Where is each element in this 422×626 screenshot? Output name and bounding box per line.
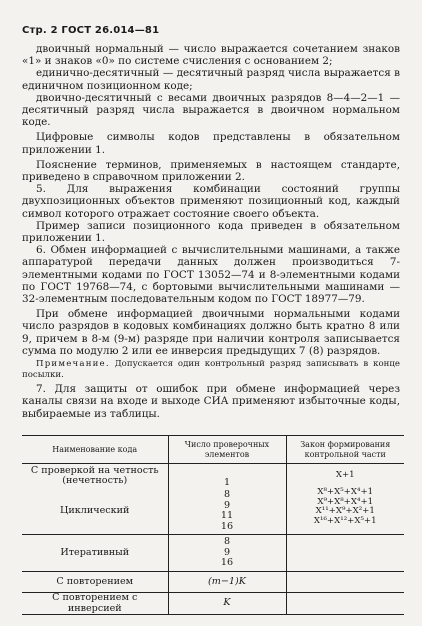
iterative-count: 16	[220, 557, 234, 569]
row-iterative-name: Итеративный	[22, 535, 168, 572]
row-iterative-counts	[168, 535, 286, 572]
row-parity-count: 1	[168, 464, 286, 489]
paragraph: 6. Обмен информацией с вычислительными машинами, а также аппаратурой передачи данных должен производиться 7-элементными кодами по ГОСТ 13052—74 и 8-элементными кодами по ГОСТ 19768—74, с бортовыми вычислительными машинами — 32-элементным последовательным кодом по ГОСТ 18977—79.	[22, 244, 400, 306]
cyclic-law: X⁹+X⁸+X⁴+1	[317, 496, 374, 507]
paragraph: двоично-десятичный с весами двоичных разрядов 8—4—2—1 — десятичный разряд числа выражается в двоичном нормальном коде.	[22, 91, 400, 129]
iterative-count: 8	[223, 536, 231, 548]
note-text: Допускается один контрольный разряд записывать в конце посылки.	[22, 359, 401, 380]
empty-cell	[286, 572, 404, 593]
empty-cell	[286, 593, 404, 615]
column-header-law: Закон формирования контрольной части	[286, 436, 404, 464]
note-label: Примечание.	[36, 359, 110, 370]
row-repeat-name: С повторением	[22, 572, 168, 593]
cyclic-law: X¹⁶+X¹²+X⁵+1	[313, 515, 377, 526]
row-repeat-inv-name: С повторением с инверсией	[22, 593, 168, 615]
paragraph: 5. Для выражения комбинации состояний группы двухпозиционных объектов применяют позиционный код, каждый символ которого отражает состояние своего объекта.	[22, 183, 400, 220]
note	[22, 359, 400, 380]
row-parity-name: С проверкой на четность (нечетность)	[30, 464, 159, 486]
paragraph-7: 7. Для защиты от ошибок при обмене информацией через каналы связи на входе и выходе СИА применяют избыточные коды, выбираемые из таблицы.	[22, 383, 400, 420]
page-header: Стр. 2 ГОСТ 26.014—81	[22, 25, 160, 36]
paragraph: При обмене информацией двоичными нормальными кодами число разрядов в кодовых комбинациях должно быть кратно 8 или 9, причем в 8-м (9-м) разряде при наличии контроля записывается сумма по модулю 2 или ее инверсия предыдущих 7 (8) разрядов.	[22, 308, 400, 357]
codes-table	[22, 435, 404, 615]
iterative-count: 9	[223, 546, 231, 558]
empty-cell	[286, 535, 404, 572]
row-cyclic-name: Циклический	[22, 488, 168, 535]
cyclic-count: 9	[223, 499, 231, 511]
paragraph: Цифровые символы кодов представлены в обязательном приложении 1.	[22, 131, 400, 156]
cyclic-count: 11	[220, 510, 234, 521]
paragraph: единично-десятичный — десятичный разряд числа выражается в единичном позиционном коде;	[22, 67, 400, 92]
row-cyclic-laws	[286, 488, 404, 535]
paragraph: Пример записи позиционного кода приведен в обязательном приложении 1.	[22, 219, 400, 245]
cyclic-count: 8	[223, 489, 231, 500]
body-text	[22, 43, 400, 420]
cyclic-law: X¹¹+X⁹+X²+1	[315, 506, 375, 517]
row-repeat-inv-count: K	[168, 593, 286, 615]
row-cyclic-counts	[168, 488, 286, 535]
column-header-count: Число проверочных элементов	[168, 436, 286, 464]
row-repeat-count: (m−1)K	[168, 572, 286, 593]
column-header-name: Наименование кода	[22, 436, 168, 464]
cyclic-count: 16	[220, 520, 234, 532]
paragraph: двоичный нормальный — число выражается сочетанием знаков «1» и знаков «0» по системе счисления с основанием 2;	[22, 43, 400, 68]
row-parity-law: X+1	[286, 464, 404, 489]
cyclic-law: X⁸+X⁵+X⁴+1	[317, 487, 374, 497]
paragraph: Пояснение терминов, применяемых в настоящем стандарте, приведено в справочном приложении 2.	[22, 158, 400, 184]
